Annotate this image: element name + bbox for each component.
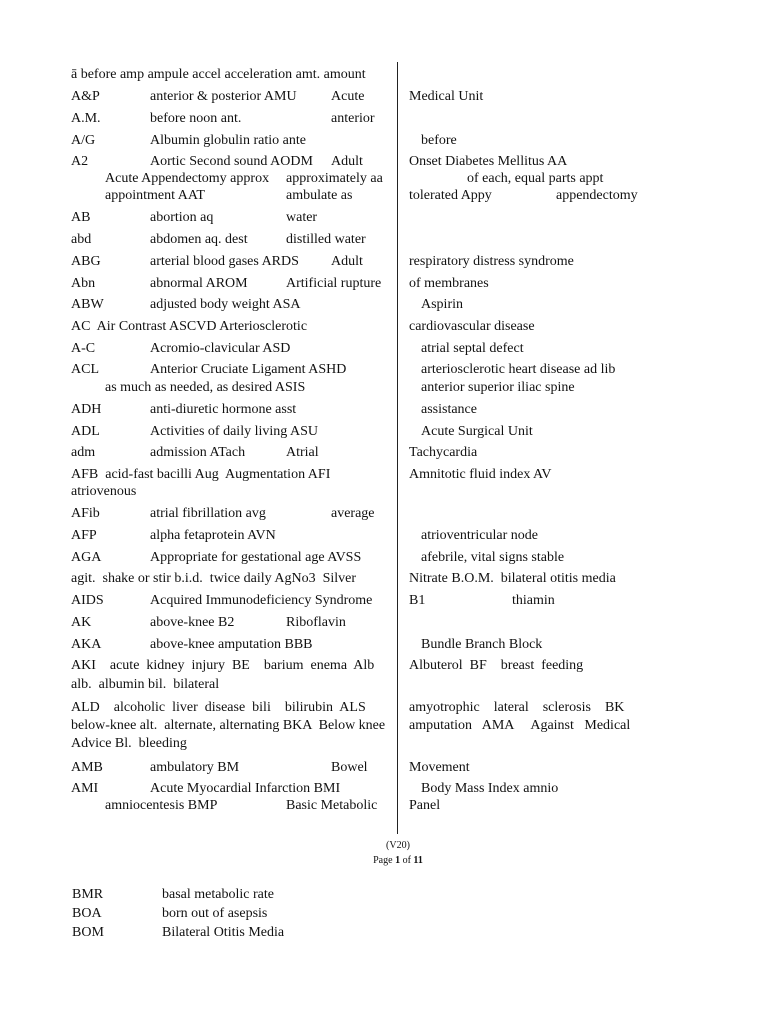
abbr: abd	[71, 232, 92, 247]
definition: before noon ant.	[150, 111, 242, 126]
definition: adjusted body weight ASA	[150, 297, 301, 312]
definition: Anterior Cruciate Ligament ASHD	[150, 362, 347, 377]
right-col-text: Tachycardia	[409, 445, 478, 460]
right-col-text: Albuterol BF breast feeding	[409, 658, 584, 673]
definition: above-knee amputation BBB	[150, 637, 313, 652]
right-col-text: assistance	[421, 402, 477, 417]
abbr: ADL	[71, 424, 100, 439]
right-col-text: of each, equal parts appt	[467, 171, 604, 186]
definition: ambulatory BM	[150, 760, 240, 775]
page-number	[0, 855, 768, 867]
definition-cont: Atrial	[286, 445, 319, 460]
right-col-text: atrioventricular node	[421, 528, 539, 543]
right-col-text: afebrile, vital signs stable	[421, 550, 565, 565]
right-col-text: thiamin	[512, 593, 555, 608]
right-col-text: Nitrate B.O.M. bilateral otitis media	[409, 571, 616, 586]
abbr: A&P	[71, 89, 100, 104]
definition: as much as needed, as desired ASIS	[105, 380, 306, 395]
abbr: AIDS	[71, 593, 104, 608]
line: ALD alcoholic liver disease bili bilirubin ALS	[71, 700, 366, 715]
line: below-knee alt. alternate, alternating BKA Below knee	[71, 718, 386, 733]
right-col-text: of membranes	[409, 276, 489, 291]
definition: Acromio-clavicular ASD	[150, 341, 291, 356]
page-total: 11	[413, 855, 423, 866]
definition: Acute Myocardial Infarction BMI	[150, 781, 341, 796]
right-col-text: B1	[409, 593, 426, 608]
definition: atrial fibrillation avg	[150, 506, 266, 521]
right-col-text: Medical Unit	[409, 89, 484, 104]
definition: anti-diuretic hormone asst	[150, 402, 297, 417]
definition: Albumin globulin ratio ante	[150, 133, 306, 148]
abbr: ABG	[71, 254, 101, 269]
definition: Acquired Immunodeficiency Syndrome	[150, 593, 373, 608]
definition: abortion aq	[150, 210, 214, 225]
definition-cont: Riboflavin	[286, 615, 346, 630]
definition: arterial blood gases ARDS	[150, 254, 299, 269]
right-col-text: Body Mass Index amnio	[421, 781, 559, 796]
definition: amniocentesis BMP	[105, 798, 218, 813]
definition: abnormal AROM	[150, 276, 248, 291]
right-col-text: arteriosclerotic heart disease ad lib	[421, 362, 616, 377]
page-current: 1	[395, 855, 401, 866]
line: AKI acute kidney injury BE barium enema Alb	[71, 658, 375, 673]
definition: alpha fetaprotein AVN	[150, 528, 276, 543]
line: AFB acid-fast bacilli Aug Augmentation AFI	[71, 467, 331, 482]
abbr: Abn	[71, 276, 96, 291]
definition-cont: Adult	[331, 154, 363, 169]
definition: Bilateral Otitis Media	[162, 925, 285, 940]
abbr: BMR	[72, 887, 104, 902]
abbr: AFP	[71, 528, 97, 543]
definition: appointment AAT	[105, 188, 205, 203]
right-col-text: cardiovascular disease	[409, 319, 535, 334]
abbr: AGA	[71, 550, 102, 565]
definition: admission ATach	[150, 445, 246, 460]
page-of: of	[400, 855, 414, 866]
abbr: BOM	[72, 925, 104, 940]
definition-cont: Artificial rupture	[286, 276, 382, 291]
abbr: ADH	[71, 402, 102, 417]
definition-cont: Acute	[331, 89, 365, 104]
abbr: BOA	[72, 906, 102, 921]
definition-cont: approximately aa	[286, 171, 383, 186]
right-col-text: anterior superior iliac spine	[421, 380, 575, 395]
definition-cont: Bowel	[331, 760, 368, 775]
definition: Activities of daily living ASU	[150, 424, 318, 439]
abbr: A/G	[71, 133, 96, 148]
right-col-text: amyotrophic lateral sclerosis BK	[409, 700, 625, 715]
right-col-text: Bundle Branch Block	[421, 637, 543, 652]
line: ā before amp ampule accel acceleration amt. amount	[71, 67, 366, 82]
right-col-text: Movement	[409, 760, 470, 775]
abbr: AB	[71, 210, 91, 225]
right-col-text: tolerated Appy	[409, 188, 492, 203]
definition: above-knee B2	[150, 615, 235, 630]
line: atriovenous	[71, 484, 137, 499]
column-divider	[397, 62, 398, 834]
definition-cont: water	[286, 210, 318, 225]
version-label: (V20)	[386, 840, 410, 851]
right-col-text: before	[421, 133, 457, 148]
abbr: ACL	[71, 362, 99, 377]
definition-cont: anterior	[331, 111, 375, 126]
right-col-text: Onset Diabetes Mellitus AA	[409, 154, 568, 169]
abbr: AFib	[71, 506, 100, 521]
definition-cont: Basic Metabolic	[286, 798, 378, 813]
abbr: adm	[71, 445, 96, 460]
definition: Acute Appendectomy approx	[105, 171, 270, 186]
abbr: A2	[71, 154, 89, 169]
definition-cont: Adult	[331, 254, 363, 269]
page-prefix: Page	[373, 855, 396, 866]
definition-cont: ambulate as	[286, 188, 353, 203]
definition: abdomen aq. dest	[150, 232, 248, 247]
right-col-text: amputation AMA Against Medical	[409, 718, 631, 733]
right-col-text: Aspirin	[421, 297, 463, 312]
line: Advice Bl. bleeding	[71, 736, 187, 751]
abbr: A.M.	[71, 111, 101, 126]
right-col-text: appendectomy	[556, 188, 638, 203]
right-col-text: atrial septal defect	[421, 341, 524, 356]
right-col-text: Amnitotic fluid index AV	[409, 467, 552, 482]
line: AC Air Contrast ASCVD Arteriosclerotic	[71, 319, 308, 334]
definition: born out of asepsis	[162, 906, 268, 921]
definition: Appropriate for gestational age AVSS	[150, 550, 362, 565]
abbr: ABW	[71, 297, 104, 312]
abbr: AMI	[71, 781, 99, 796]
abbr: A-C	[71, 341, 96, 356]
definition-cont: distilled water	[286, 232, 366, 247]
line: alb. albumin bil. bilateral	[71, 677, 220, 692]
right-col-text: respiratory distress syndrome	[409, 254, 574, 269]
definition: Aortic Second sound AODM	[150, 154, 313, 169]
right-col-text: Panel	[409, 798, 441, 813]
line: agit. shake or stir b.i.d. twice daily AgNo3 Silver	[71, 571, 357, 586]
abbr: AKA	[71, 637, 102, 652]
definition: anterior & posterior AMU	[150, 89, 297, 104]
abbr: AK	[71, 615, 92, 630]
definition-cont: average	[331, 506, 375, 521]
abbr: AMB	[71, 760, 103, 775]
right-col-text: Acute Surgical Unit	[421, 424, 533, 439]
definition: basal metabolic rate	[162, 887, 274, 902]
